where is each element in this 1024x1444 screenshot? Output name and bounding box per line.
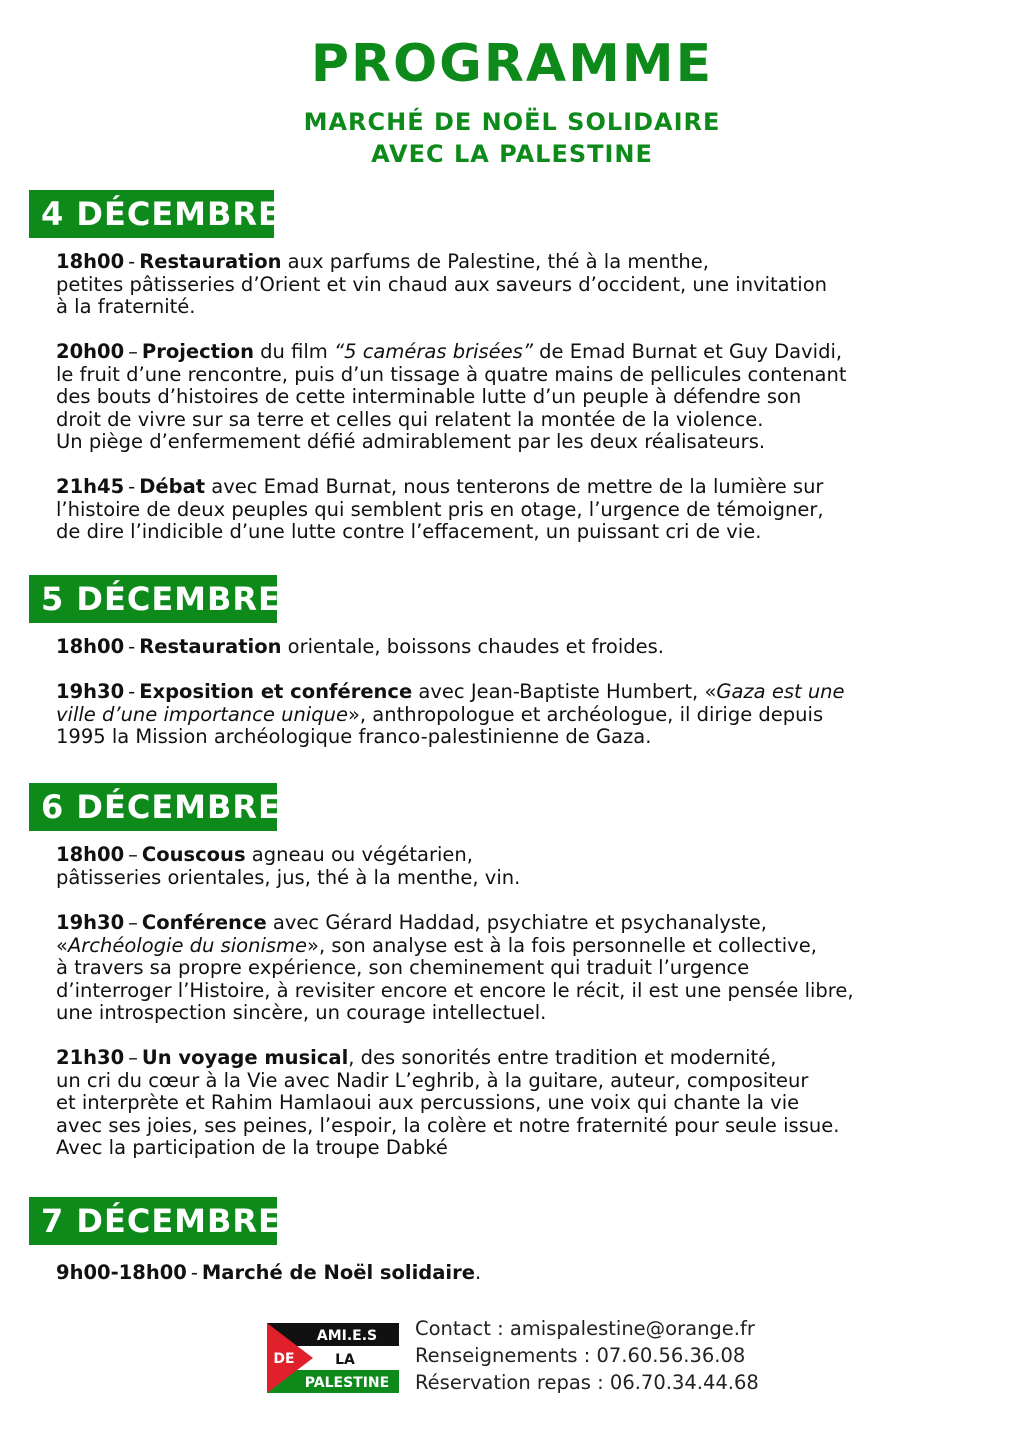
event-separator: - — [128, 250, 136, 273]
logo-line-1: AMI.E.S — [316, 1328, 378, 1344]
event-text: », son analyse est à la fois personnelle et collective, — [307, 933, 817, 957]
day-header-4: 4 DÉCEMBRE — [29, 190, 274, 238]
event-6dec-couscous — [56, 844, 966, 889]
event-text: 1995 la Mission archéologique franco-palestinienne de Gaza. — [56, 725, 652, 748]
event-separator: - — [190, 1261, 198, 1284]
event-text: droit de vivre sur sa terre et celles qui relatent la montée de la violence. — [56, 407, 764, 431]
quote-italic: Gaza est une — [716, 680, 845, 703]
event-separator: - — [128, 635, 136, 658]
reservation-phone: Réservation repas : 06.70.34.44.68 — [415, 1371, 759, 1394]
event-text: de dire l’indicible d’une lutte contre l’effacement, un puissant cri de vie. — [56, 520, 762, 543]
event-separator: – — [128, 843, 138, 866]
event-text: aux parfums de Palestine, thé à la menthe, — [281, 250, 709, 273]
event-text: Avec la participation de la troupe Dabké — [56, 1136, 448, 1159]
event-text: avec Gérard Haddad, psychiatre et psychanalyste, — [266, 911, 767, 934]
event-separator: – — [128, 1046, 138, 1069]
event-text: le fruit d’une rencontre, puis d’un tissage à quatre mains de pellicules contenant — [56, 362, 847, 386]
event-separator: – — [128, 911, 138, 934]
event-text: petites pâtisseries d’Orient et vin chaud aux saveurs d’occident, une invitation — [56, 272, 827, 296]
event-separator: - — [128, 680, 136, 703]
event-time: 20h00 — [56, 340, 125, 363]
event-text: , des sonorités entre tradition et modernité, — [348, 1046, 777, 1069]
event-4dec-debat — [56, 476, 966, 544]
event-7dec-marche — [56, 1262, 966, 1285]
event-text: à la fraternité. — [56, 295, 196, 318]
page-title: PROGRAMME — [310, 34, 714, 94]
event-text: à travers sa propre expérience, son cheminement qui traduit l’urgence — [56, 956, 750, 979]
page-subtitle — [0, 106, 1024, 170]
logo-line-2a: DE — [273, 1351, 295, 1367]
event-title: Un voyage musical — [141, 1046, 349, 1069]
event-4dec-restauration — [56, 251, 966, 319]
event-title: Couscous — [141, 843, 246, 866]
event-text: « — [56, 933, 68, 957]
event-time: 9h00-18h00 — [56, 1261, 187, 1284]
event-text: de Emad Burnat et Guy Davidi, — [532, 340, 843, 363]
event-text: et interprète et Rahim Hamlaoui aux percussions, une voix qui chante la vie — [56, 1091, 800, 1114]
event-title: Projection — [141, 340, 254, 363]
event-text: avec Emad Burnat, nous tenterons de mettre de la lumière sur — [205, 475, 824, 498]
film-title: “5 caméras brisées” — [334, 340, 533, 363]
event-title: Restauration — [139, 635, 282, 658]
event-text: Un piège d’enfermement défié admirablement par les deux réalisateurs. — [56, 430, 766, 453]
event-text: », anthropologue et archéologue, il dirige depuis — [347, 702, 824, 726]
event-title: Restauration — [139, 250, 282, 273]
event-title: Exposition et conférence — [139, 680, 413, 703]
event-time: 19h30 — [56, 680, 125, 703]
event-6dec-voyage-musical — [56, 1047, 966, 1160]
event-text: orientale, boissons chaudes et froides. — [281, 635, 665, 658]
event-time: 18h00 — [56, 635, 125, 658]
event-time: 18h00 — [56, 250, 125, 273]
event-time: 18h00 — [56, 843, 125, 866]
event-title: Conférence — [141, 911, 267, 934]
event-text: l’histoire de deux peuples qui semblent pris en otage, l’urgence de témoigner, — [56, 497, 824, 521]
contact-email: Contact : amispalestine@orange.fr — [415, 1317, 755, 1340]
amis-palestine-logo — [267, 1323, 399, 1393]
event-text: avec Jean-Baptiste Humbert, « — [412, 680, 717, 703]
event-text: du film — [253, 340, 334, 363]
event-separator: – — [128, 340, 138, 363]
contact-phone: Renseignements : 07.60.56.36.08 — [415, 1344, 746, 1367]
event-text: agneau ou végétarien, — [245, 843, 473, 866]
event-5dec-restauration — [56, 636, 966, 659]
event-text: d’interroger l’Histoire, à revisiter encore et encore le récit, il est une pensée libre, — [56, 978, 854, 1002]
subtitle-line-2: AVEC LA PALESTINE — [371, 140, 653, 168]
logo-line-2b: LA — [335, 1352, 355, 1368]
event-text: un cri du cœur à la Vie avec Nadir L’eghrib, à la guitare, auteur, compositeur — [56, 1068, 809, 1092]
event-6dec-conference — [56, 912, 966, 1025]
event-text: avec ses joies, ses peines, l’espoir, la colère et notre fraternité pour seule issue. — [56, 1113, 840, 1137]
event-text: pâtisseries orientales, jus, thé à la menthe, vin. — [56, 865, 521, 889]
day-header-5: 5 DÉCEMBRE — [29, 575, 277, 623]
event-text: . — [474, 1261, 482, 1284]
event-title: Débat — [139, 475, 206, 498]
contact-block — [415, 1315, 759, 1396]
subtitle-line-1: MARCHÉ DE NOËL SOLIDAIRE — [303, 108, 721, 136]
book-title: Archéologie du sionisme — [67, 933, 308, 957]
event-5dec-exposition — [56, 681, 966, 749]
event-text: des bouts d’histoires de cette interminable lutte d’un peuple à défendre son — [56, 385, 802, 408]
event-separator: - — [128, 475, 136, 498]
event-time: 19h30 — [56, 911, 125, 934]
quote-italic: ville d’une importance unique — [56, 702, 348, 726]
event-text: une introspection sincère, un courage intellectuel. — [56, 1001, 547, 1024]
day-header-6: 6 DÉCEMBRE — [29, 783, 277, 831]
day-header-7: 7 DÉCEMBRE — [29, 1197, 277, 1245]
logo-line-3: PALESTINE — [304, 1375, 390, 1391]
event-title: Marché de Noël solidaire — [201, 1261, 475, 1284]
event-4dec-projection — [56, 341, 966, 454]
event-time: 21h45 — [56, 475, 125, 498]
event-time: 21h30 — [56, 1046, 125, 1069]
